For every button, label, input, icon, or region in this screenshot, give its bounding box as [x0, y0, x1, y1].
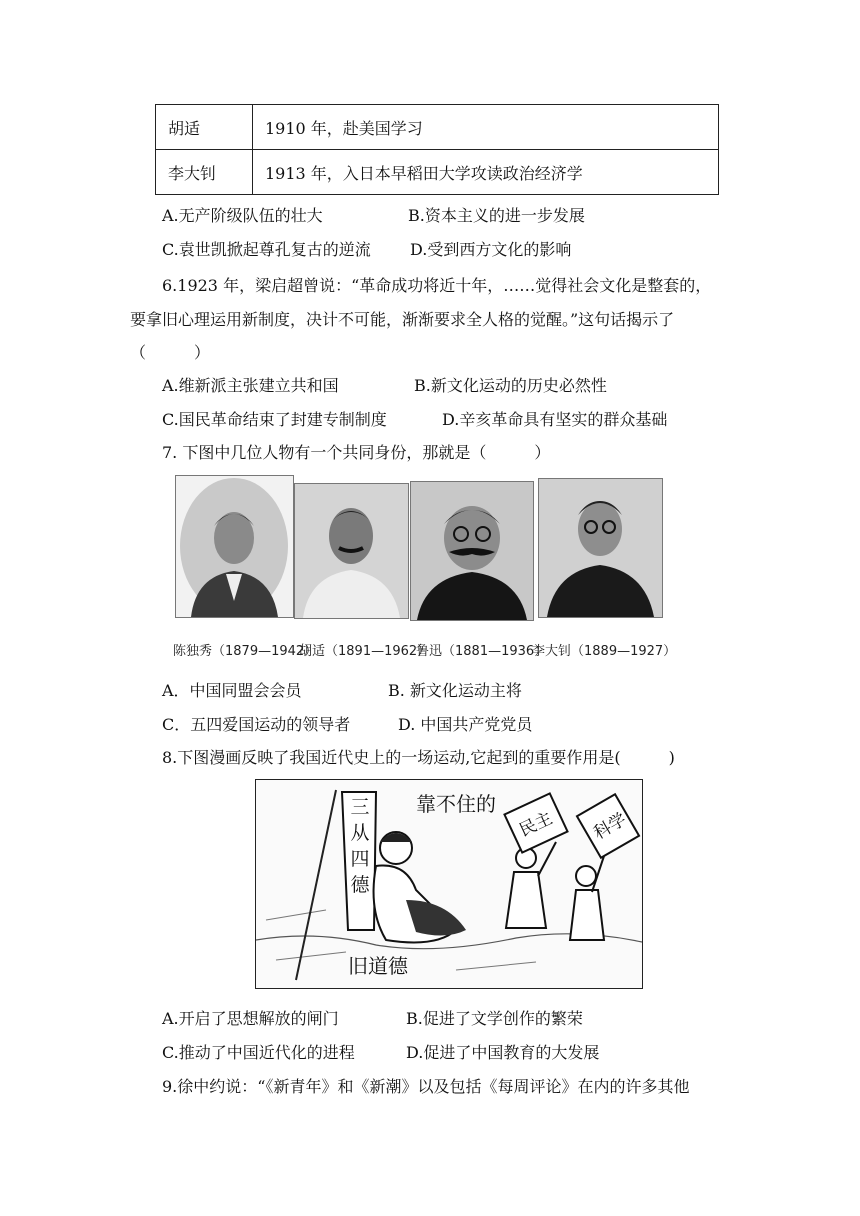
q5-option-a: A.无产阶级队伍的壮大: [162, 206, 323, 225]
q5-option-b: B.资本主义的进一步发展: [408, 206, 585, 225]
table-cell-name: 胡适: [156, 105, 253, 150]
cartoon-sign-democracy: 民主: [516, 808, 556, 842]
portrait-photo-1: [175, 475, 294, 618]
cartoon-sign-science: 科学: [590, 809, 630, 844]
table-cell-name: 李大钊: [156, 150, 253, 195]
q7-option-b: B. 新文化运动主将: [388, 681, 522, 700]
q6-option-d: D.辛亥革命具有坚实的群众基础: [442, 410, 668, 429]
portrait-photo-2: [294, 483, 409, 619]
cartoon-image: [255, 779, 643, 989]
portrait-caption-2: 胡适（1891—1962）: [299, 644, 431, 659]
q6-option-c: C.国民革命结束了封建专制制度: [162, 410, 387, 429]
cartoon-tablet-text: [348, 794, 372, 898]
tablet-char: 三: [350, 796, 370, 818]
q7-stem: 7. 下图中几位人物有一个共同身份，那就是（ ）: [162, 443, 551, 462]
q6-stem-line1: 6.1923 年，梁启超曾说：“革命成功将近十年，……觉得社会文化是整套的，: [162, 276, 712, 295]
q7-option-c: C．五四爱国运动的领导者: [162, 715, 351, 734]
portrait-photo-3: [410, 481, 534, 621]
portrait-caption-3: 鲁迅（1881—1936）: [416, 644, 548, 659]
info-table: [155, 104, 719, 195]
portrait-photo-4: [538, 478, 663, 618]
table-cell-desc: 1910 年，赴美国学习: [253, 105, 719, 150]
q8-option-d: D.促进了中国教育的大发展: [406, 1043, 600, 1062]
q8-stem: 8.下图漫画反映了我国近代史上的一场运动,它起到的重要作用是( ): [162, 748, 675, 767]
q5-option-d: D.受到西方文化的影响: [410, 240, 572, 259]
tablet-char: 四: [350, 848, 370, 870]
q8-option-c: C.推动了中国近代化的进程: [162, 1043, 355, 1062]
tablet-char: 德: [350, 874, 370, 896]
q7-option-a: A．中国同盟会会员: [162, 681, 302, 700]
cartoon-top-text: 靠不住的: [416, 792, 496, 816]
q8-option-a: A.开启了思想解放的闸门: [162, 1009, 339, 1028]
table-cell-desc: 1913 年，入日本早稻田大学攻读政治经济学: [253, 150, 719, 195]
q8-option-b: B.促进了文学创作的繁荣: [406, 1009, 583, 1028]
portrait-caption-1: 陈独秀（1879—1942）: [173, 644, 318, 659]
table-row: [156, 105, 719, 150]
tablet-char: 从: [350, 822, 370, 844]
q6-option-a: A.维新派主张建立共和国: [162, 376, 339, 395]
table-row: [156, 150, 719, 195]
q7-option-d: D. 中国共产党党员: [398, 715, 533, 734]
q6-option-b: B.新文化运动的历史必然性: [414, 376, 607, 395]
q6-stem-line2: 要拿旧心理运用新制度，决计不可能，渐渐要求全人格的觉醒。”这句话揭示了: [130, 310, 675, 329]
cartoon-bottom-text: 旧道德: [348, 954, 408, 978]
q5-option-c: C.袁世凯掀起尊孔复古的逆流: [162, 240, 371, 259]
q9-stem: 9.徐中约说：“《新青年》和《新潮》以及包括《每周评论》在内的许多其他: [162, 1077, 690, 1096]
portrait-caption-4: 李大钊（1889—1927）: [532, 644, 677, 659]
q6-stem-line3: （ ）: [130, 343, 211, 362]
